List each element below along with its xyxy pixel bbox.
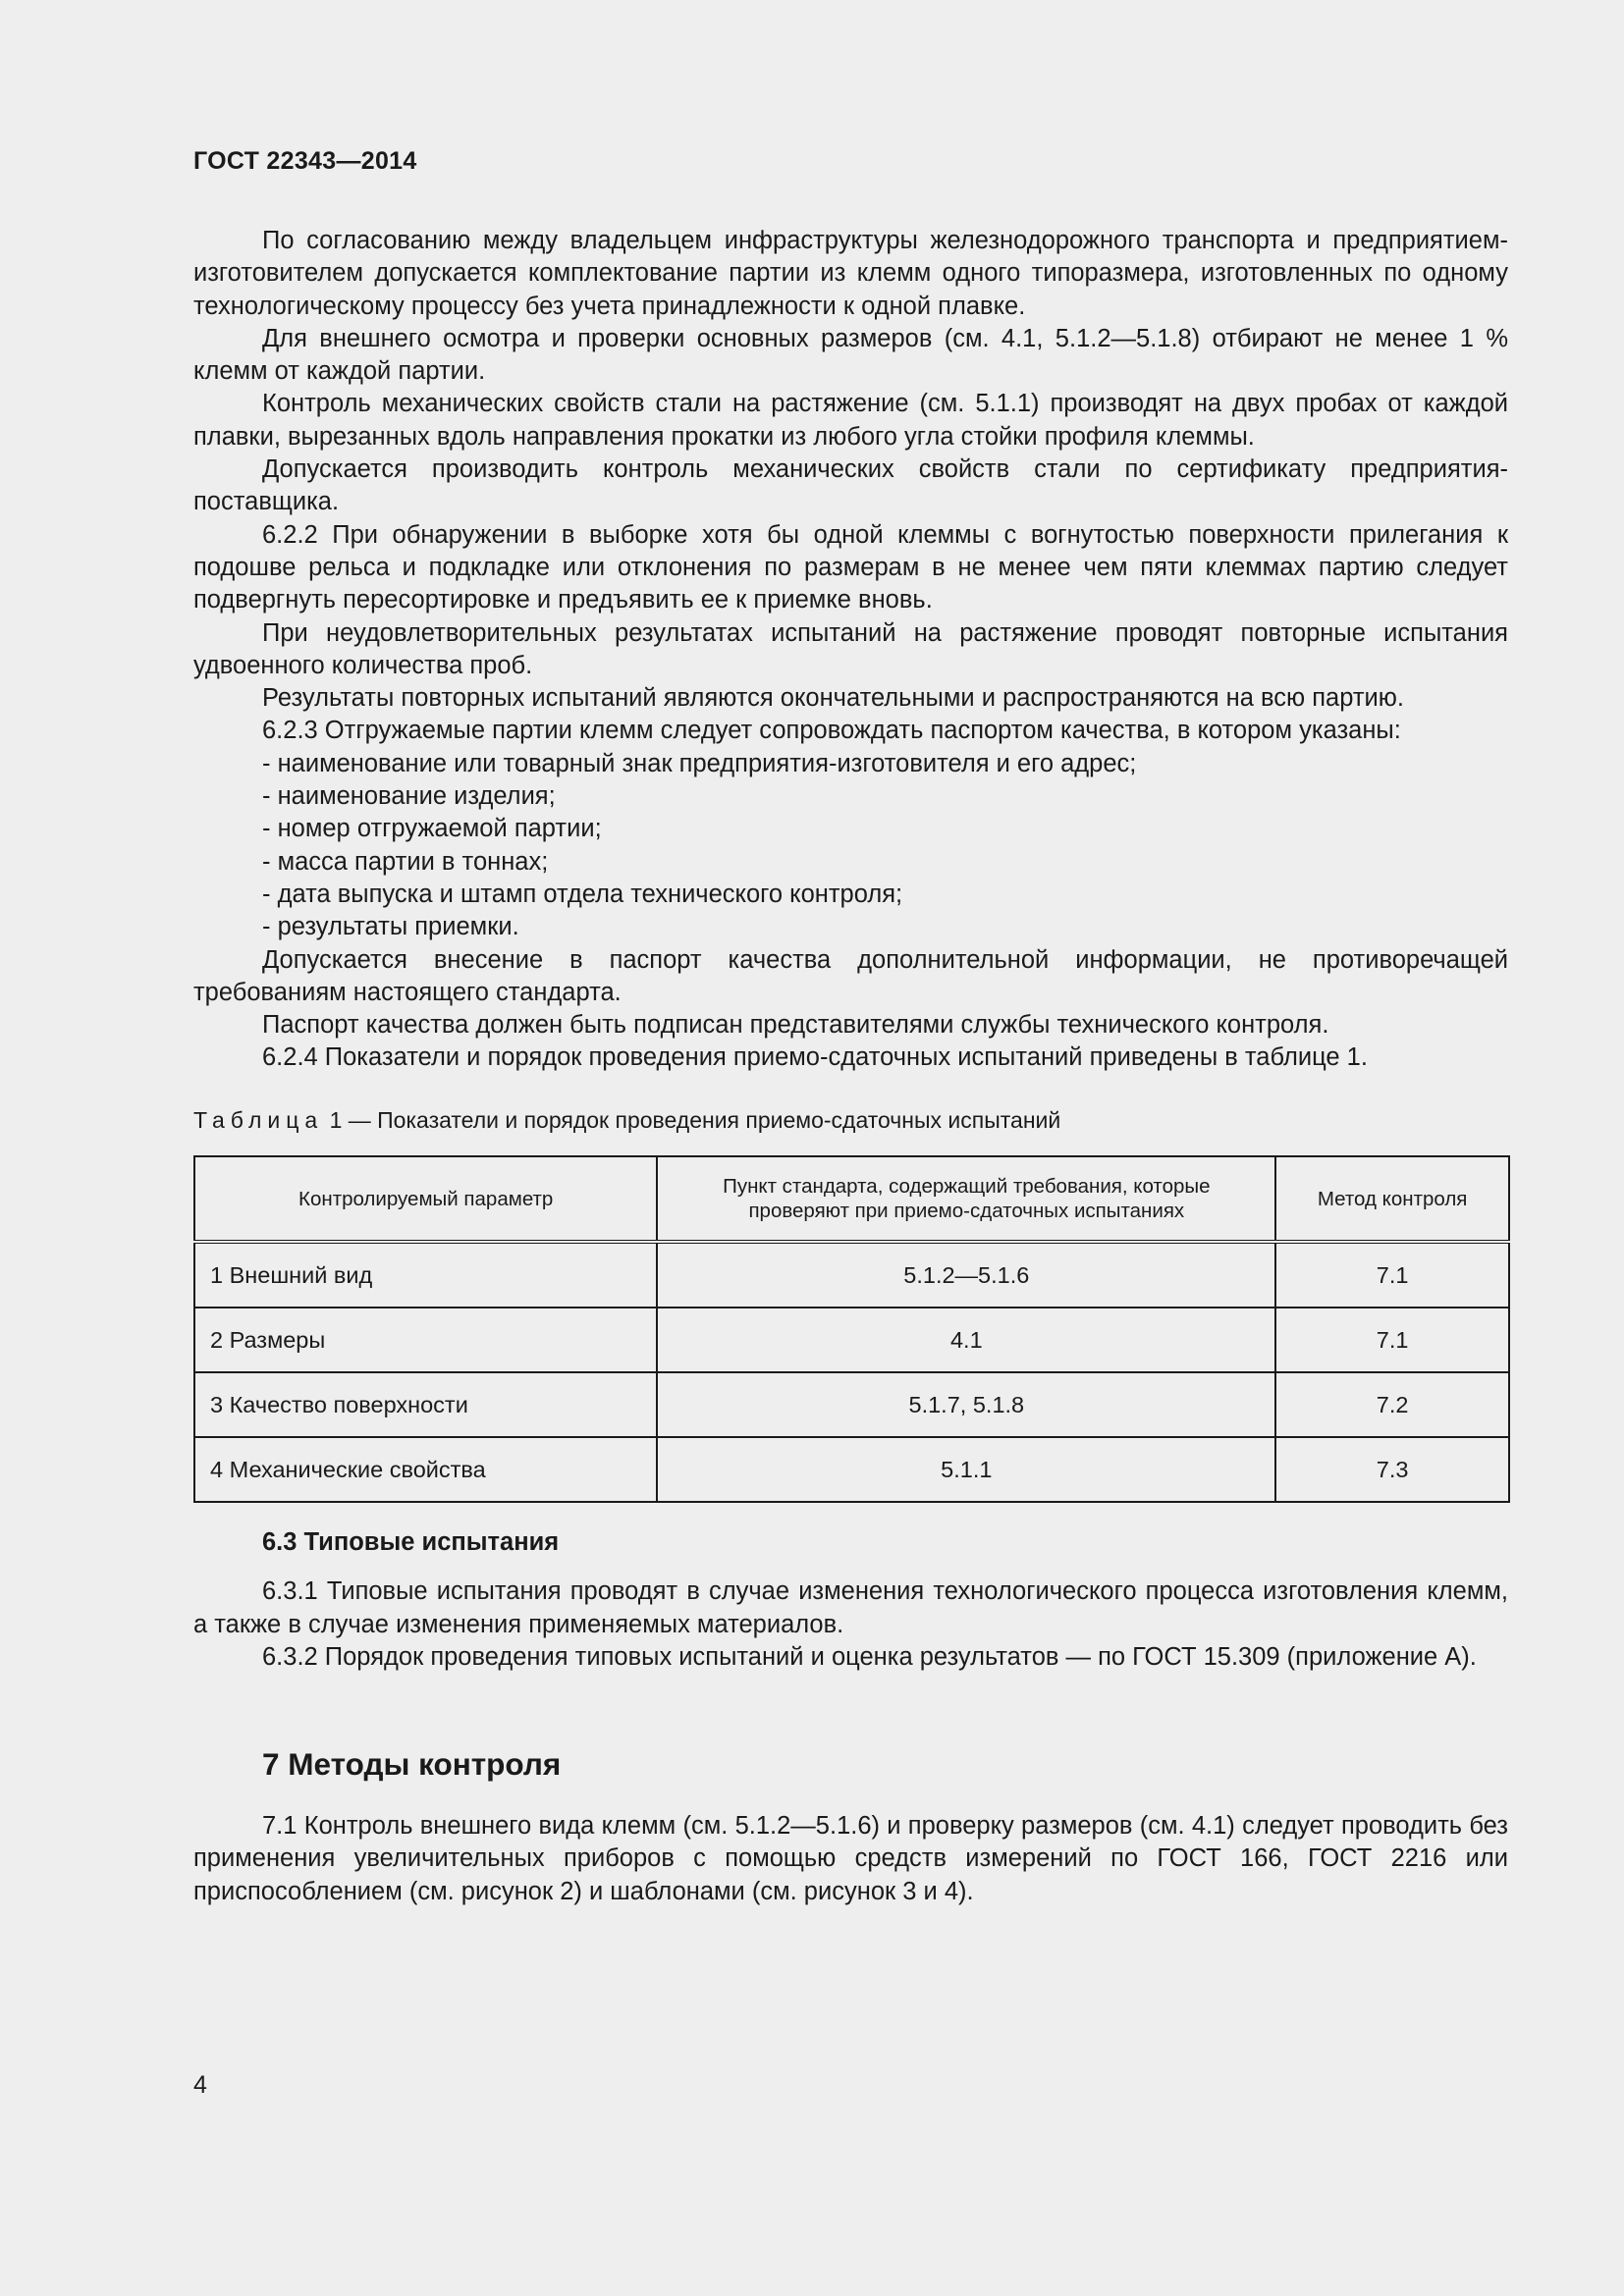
- paragraph: 6.2.4 Показатели и порядок проведения приемо-сдаточных испытаний приведены в таблице 1.: [262, 1043, 1368, 1072]
- paragraph: Допускается внесение в паспорт качества дополнительной информации, не противоречащей требованиям настоящего стандарта.: [193, 945, 1508, 1006]
- section-title: 7 Методы контроля: [262, 1746, 562, 1782]
- table-cell: 2 Размеры: [194, 1308, 657, 1372]
- table-cell: 5.1.1: [657, 1437, 1275, 1502]
- table-row: [194, 1242, 1509, 1308]
- list-item: - результаты приемки.: [262, 913, 519, 941]
- table-cell: 7.2: [1275, 1372, 1509, 1437]
- table-cell: 7.3: [1275, 1437, 1509, 1502]
- paragraph: При неудовлетворительных результатах испытаний на растяжение проводят повторные испытания удвоенного количества проб.: [193, 618, 1508, 679]
- list-item: - наименование изделия;: [262, 782, 556, 811]
- table-row: [194, 1372, 1509, 1437]
- paragraph: По согласованию между владельцем инфраструктуры железнодорожного транспорта и предприятием-изготовителем допускается комплектование партии из клемм одного типоразмера, изготовленных по одному технологическому процессу без учета принадлежности к одной плавке.: [193, 227, 1508, 320]
- table-cell: 1 Внешний вид: [194, 1242, 657, 1308]
- column-header-clause: Пункт стандарта, содержащий требования, которые проверяют при приемо-сдаточных испытаниях: [657, 1156, 1275, 1242]
- table-cell: 3 Качество поверхности: [194, 1372, 657, 1437]
- table-caption-label: Таблица: [193, 1107, 324, 1133]
- paragraph: 6.3.2 Порядок проведения типовых испытаний и оценка результатов — по ГОСТ 15.309 (приложение А).: [262, 1642, 1477, 1671]
- paragraph: 6.2.3 Отгружаемые партии клемм следует сопровождать паспортом качества, в котором указаны:: [262, 717, 1401, 745]
- list-item: - наименование или товарный знак предприятия-изготовителя и его адрес;: [262, 749, 1137, 777]
- page-number: 4: [193, 2071, 207, 2099]
- paragraph: Результаты повторных испытаний являются окончательными и распространяются на всю партию.: [262, 684, 1404, 713]
- list-item: - номер отгружаемой партии;: [262, 815, 602, 843]
- paragraph: 6.3.1 Типовые испытания проводят в случае изменения технологического процесса изготовления клемм, а также в случае изменения применяемых материалов.: [193, 1577, 1508, 1638]
- section-heading: 6.3 Типовые испытания: [262, 1528, 560, 1556]
- inspection-table: [193, 1155, 1510, 1503]
- table-cell: 7.1: [1275, 1242, 1509, 1308]
- table-row: [194, 1437, 1509, 1502]
- list-item: - масса партии в тоннах;: [262, 847, 549, 876]
- table-caption: [193, 1107, 1060, 1134]
- section-6-3: [193, 1526, 1508, 1674]
- table-cell: 4 Механические свойства: [194, 1437, 657, 1502]
- paragraph: 6.2.2 При обнаружении в выборке хотя бы одной клеммы с вогнутостью поверхности прилегания к подошве рельса и подкладке или отклонения по размерам в не менее чем пяти клеммах партию следует подвергнуть пересортировке и предъявить ее к приемке вновь.: [193, 520, 1508, 614]
- document-header: ГОСТ 22343—2014: [193, 147, 417, 175]
- section-7: [193, 1810, 1508, 1908]
- column-header-parameter: Контролируемый параметр: [194, 1156, 657, 1242]
- list-item: - дата выпуска и штамп отдела технического контроля;: [262, 880, 903, 908]
- table-cell: 5.1.7, 5.1.8: [657, 1372, 1275, 1437]
- table-cell: 5.1.2—5.1.6: [657, 1242, 1275, 1308]
- table-cell: 4.1: [657, 1308, 1275, 1372]
- table-cell: 7.1: [1275, 1308, 1509, 1372]
- paragraph: Допускается производить контроль механических свойств стали по сертификату предприятия-поставщика.: [193, 455, 1508, 516]
- paragraph: Для внешнего осмотра и проверки основных размеров (см. 4.1, 5.1.2—5.1.8) отбирают не менее 1 % клемм от каждой партии.: [193, 324, 1508, 386]
- table-caption-text: 1 — Показатели и порядок проведения приемо-сдаточных испытаний: [323, 1107, 1061, 1133]
- paragraph: Паспорт качества должен быть подписан представителями службы технического контроля.: [262, 1011, 1329, 1040]
- paragraph: 7.1 Контроль внешнего вида клемм (см. 5.1.2—5.1.6) и проверку размеров (см. 4.1) следует проводить без применения увеличительных приборов с помощью средств измерений по ГОСТ 166, ГОСТ 2216 или приспособлением (см. рисунок 2) и шаблонами (см. рисунок 3 и 4).: [193, 1812, 1508, 1905]
- table-header-row: [194, 1156, 1509, 1242]
- paragraph: Контроль механических свойств стали на растяжение (см. 5.1.1) производят на двух пробах от каждой плавки, вырезанных вдоль направления прокатки из любого угла стойки профиля клеммы.: [193, 390, 1508, 451]
- table-row: [194, 1308, 1509, 1372]
- column-header-method: Метод контроля: [1275, 1156, 1509, 1242]
- body-text: [193, 225, 1508, 1075]
